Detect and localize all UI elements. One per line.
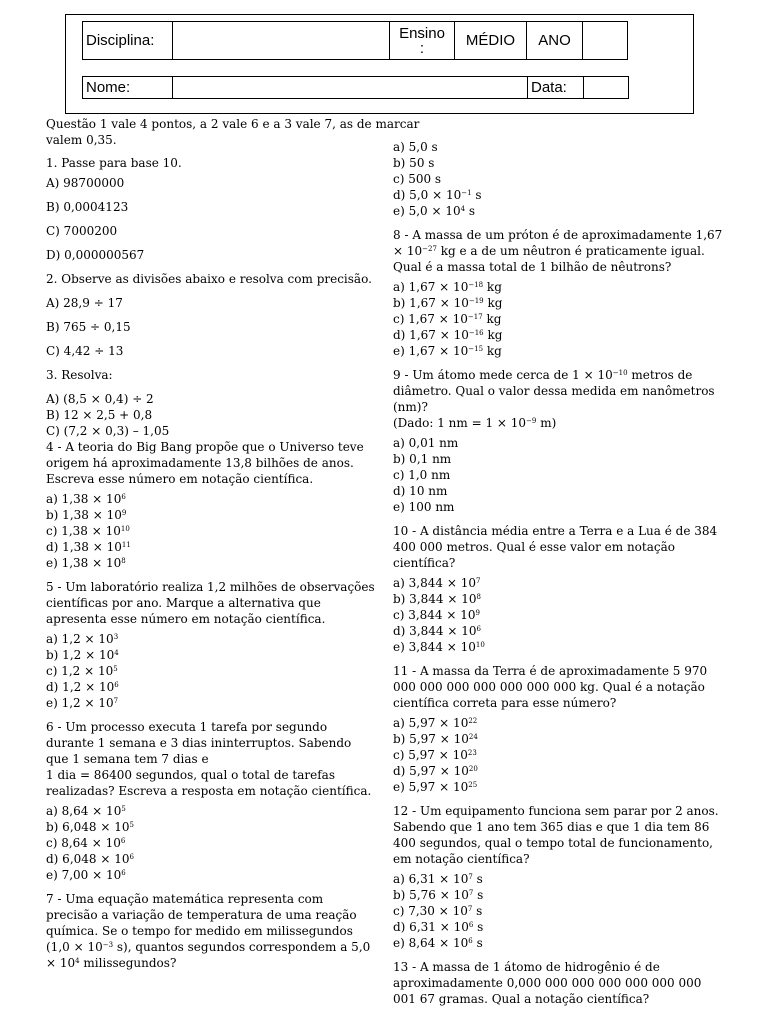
- q4-option-a[interactable]: a) $1,38 \times 10^6$: [46, 492, 126, 506]
- ensino-value: MÉDIO: [455, 22, 527, 60]
- q9-options: [393, 435, 723, 515]
- q3-item-c: C) (7,2 × 0,3) – 1,05: [46, 424, 170, 438]
- question-2: 2. Observe as divisões abaixo e resolva com precisão.: [46, 272, 372, 286]
- header-table-top: [82, 21, 628, 60]
- nome-label: Nome:: [83, 77, 173, 99]
- nome-field[interactable]: [173, 77, 528, 99]
- q11-option-c[interactable]: c) $5,97 \times 10^{23}$: [393, 748, 477, 762]
- q5-option-c[interactable]: c) $1,2 \times 10^5$: [46, 664, 118, 678]
- question-6-line-1: 6 - Um processo executa 1 tarefa por segundo durante 1 semana e 3 dias ininterruptos. Sabendo que 1 semana tem 7 dias e: [46, 720, 352, 766]
- q12-option-c[interactable]: c) $7,30 \times 10^7$ s: [393, 904, 483, 918]
- ano-field[interactable]: [583, 22, 628, 60]
- q1-item-b: B) 0,0004123: [46, 200, 129, 214]
- q8-option-a[interactable]: a) $1,67 \times 10^{-18}$ kg: [393, 280, 502, 294]
- q8-option-e[interactable]: e) $1,67 \times 10^{-15}$ kg: [393, 344, 502, 358]
- q9-option-b[interactable]: b) 0,1 nm: [393, 452, 452, 466]
- header-table-bottom: [82, 76, 629, 99]
- q12-option-b[interactable]: b) $5,76 \times 10^7$ s: [393, 888, 484, 902]
- q5-option-a[interactable]: a) $1,2 \times 10^3$: [46, 632, 119, 646]
- question-3: 3. Resolva:: [46, 368, 113, 382]
- q6-option-b[interactable]: b) $6,048 \times 10^5$: [46, 820, 134, 834]
- q7-options: [393, 139, 723, 219]
- q8-options: [393, 279, 723, 359]
- question-13: 13 - A massa de 1 átomo de hidrogênio é de aproximadamente 0,000 000 000 000 000 000 000 001 67 gramas. Qual a notação científica?: [393, 960, 702, 1006]
- question-4: 4 - A teoria do Big Bang propõe que o Universo teve origem há aproximadamente 13,8 bilhões de anos. Escreva esse número em notação científica.: [46, 440, 364, 486]
- q11-option-e[interactable]: e) $5,97 \times 10^{25}$: [393, 780, 478, 794]
- q10-option-d[interactable]: d) $3,844 \times 10^6$: [393, 624, 481, 638]
- q7-option-d[interactable]: d) $5,0 \times 10^{-1}$ s: [393, 188, 482, 202]
- q8-option-c[interactable]: c) $1,67 \times 10^{-17}$ kg: [393, 312, 502, 326]
- q5-option-d[interactable]: d) $1,2 \times 10^6$: [46, 680, 119, 694]
- question-10: 10 - A distância média entre a Terra e a Lua é de 384 400 000 metros. Qual é esse valor em notação científica?: [393, 524, 718, 570]
- q12-option-a[interactable]: a) $6,31 \times 10^7$ s: [393, 872, 483, 886]
- q11-options: [393, 715, 723, 795]
- q10-option-a[interactable]: a) $3,844 \times 10^7$: [393, 576, 481, 590]
- q2-item-c: C) 4,42 ÷ 13: [46, 344, 124, 358]
- q7-option-a[interactable]: a) 5,0 s: [393, 140, 438, 154]
- q4-option-b[interactable]: b) $1,38 \times 10^9$: [46, 508, 127, 522]
- q12-option-d[interactable]: d) $6,31 \times 10^6$ s: [393, 920, 484, 934]
- q10-option-c[interactable]: c) $3,844 \times 10^9$: [393, 608, 480, 622]
- q10-options: [393, 575, 723, 655]
- right-column: [393, 139, 723, 1011]
- question-8: 8 - A massa de um próton é de aproximadamente $1,67 \times 10^{-27}$ kg e a de um nêutron é praticamente igual. Qual é a massa total de 1 bilhão de nêutrons?: [393, 228, 723, 274]
- q10-option-b[interactable]: b) $3,844 \times 10^8$: [393, 592, 481, 606]
- q4-option-e[interactable]: e) $1,38 \times 10^8$: [46, 556, 126, 570]
- q6-option-d[interactable]: d) $6,048 \times 10^6$: [46, 852, 134, 866]
- data-label: Data:: [528, 77, 584, 99]
- q5-options: [46, 631, 376, 711]
- q4-option-c[interactable]: c) $1,38 \times 10^{10}$: [46, 524, 130, 538]
- question-6-line-2: 1 dia = 86400 segundos, qual o total de tarefas realizadas? Escreva a resposta em notação científica.: [46, 768, 372, 798]
- q1-item-c: C) 7000200: [46, 224, 118, 238]
- q6-option-c[interactable]: c) $8,64 \times 10^6$: [46, 836, 126, 850]
- q11-option-a[interactable]: a) $5,97 \times 10^{22}$: [393, 716, 478, 730]
- q9-option-c[interactable]: c) 1,0 nm: [393, 468, 451, 482]
- disciplina-field[interactable]: [173, 22, 390, 60]
- q7-option-b[interactable]: b) 50 s: [393, 156, 435, 170]
- question-5: 5 - Um laboratório realiza 1,2 milhões de observações científicas por ano. Marque a alternativa que apresenta esse número em notação científica.: [46, 580, 375, 626]
- q1-item-a: A) 98700000: [46, 176, 125, 190]
- ano-label: ANO: [527, 22, 583, 60]
- question-1: 1. Passe para base 10.: [46, 156, 182, 170]
- q3-item-a: A) (8,5 × 0,4) ÷ 2: [46, 392, 154, 406]
- q4-option-d[interactable]: d) $1,38 \times 10^{11}$: [46, 540, 131, 554]
- q7-option-c[interactable]: c) 500 s: [393, 172, 442, 186]
- question-7: 7 - Uma equação matemática representa com precisão a variação de temperatura de uma reação química. Se o tempo for medido em milissegundos ($1,0 \times 10^{-3}$ s), quantos segundos correspondem a $5,0 \times 10^4$ milissegundos?: [46, 892, 371, 970]
- question-9: 9 - Um átomo mede cerca de $1 \times 10^{-10}$ metros de diâmetro. Qual o valor dessa medida em nanômetros (nm)?: [393, 368, 715, 414]
- q6-option-a[interactable]: a) $8,64 \times 10^5$: [46, 804, 126, 818]
- intro-text: Questão 1 vale 4 pontos, a 2 vale 6 e a 3 vale 7, as de marcar valem 0,35.: [46, 117, 420, 147]
- q6-option-e[interactable]: e) $7,00 \times 10^6$: [46, 868, 126, 882]
- q2-item-b: B) 765 ÷ 0,15: [46, 320, 131, 334]
- q9-option-a[interactable]: a) 0,01 nm: [393, 436, 459, 450]
- q12-options: [393, 871, 723, 951]
- q9-dado: (Dado: 1 nm = $1 \times 10^{-9}$ m): [393, 416, 557, 430]
- q12-option-e[interactable]: e) $8,64 \times 10^6$ s: [393, 936, 483, 950]
- q10-option-e[interactable]: e) $3,844 \times 10^{10}$: [393, 640, 485, 654]
- q5-option-e[interactable]: e) $1,2 \times 10^7$: [46, 696, 119, 710]
- q6-options: [46, 803, 376, 883]
- q8-option-d[interactable]: d) $1,67 \times 10^{-16}$ kg: [393, 328, 503, 342]
- q11-option-b[interactable]: b) $5,97 \times 10^{24}$: [393, 732, 478, 746]
- question-11: 11 - A massa da Terra é de aproximadamente 5 970 000 000 000 000 000 000 000 kg. Qual é a notação científica correta para esse número?: [393, 664, 708, 710]
- q3-item-b: B) 12 × 2,5 + 0,8: [46, 408, 153, 422]
- q7-option-e[interactable]: e) $5,0 \times 10^4$ s: [393, 204, 476, 218]
- data-field[interactable]: [584, 77, 629, 99]
- q4-options: [46, 491, 376, 571]
- q5-option-b[interactable]: b) $1,2 \times 10^4$: [46, 648, 119, 662]
- disciplina-label: Disciplina:: [83, 22, 173, 60]
- question-12: 12 - Um equipamento funciona sem parar por 2 anos. Sabendo que 1 ano tem 365 dias e que 1 dia tem 86 400 segundos, qual o tempo total de funcionamento, em notação científica?: [393, 804, 719, 866]
- q1-item-d: D) 0,000000567: [46, 248, 145, 262]
- q11-option-d[interactable]: d) $5,97 \times 10^{20}$: [393, 764, 478, 778]
- q9-option-e[interactable]: e) 100 nm: [393, 500, 455, 514]
- ensino-label: Ensino :: [390, 22, 455, 60]
- q2-item-a: A) 28,9 ÷ 17: [46, 296, 123, 310]
- q9-option-d[interactable]: d) 10 nm: [393, 484, 448, 498]
- q8-option-b[interactable]: b) $1,67 \times 10^{-19}$ kg: [393, 296, 503, 310]
